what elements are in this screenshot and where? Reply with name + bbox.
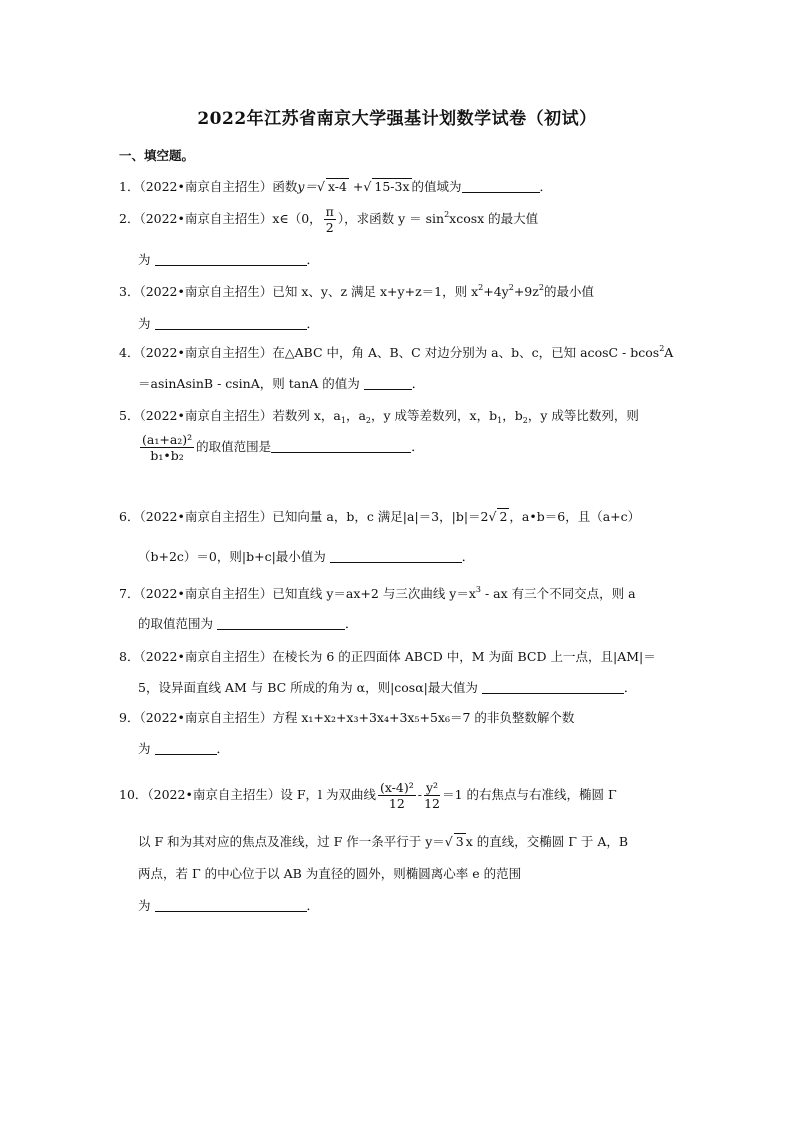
q10-text-c3: 两点，若 Γ 的中心位于以 AB 为直径的圆外，则椭圆离心率 e 的范围: [138, 866, 522, 881]
answer-blank: [330, 550, 462, 563]
q1-source: （2022•南京自主招生）: [139, 179, 273, 194]
q10-frac2-den: 12: [424, 796, 440, 811]
q1-radicand-1: x-4: [327, 179, 347, 194]
q10-text-c2b: x 的直线，交椭圆 Γ 于 A，B: [465, 834, 629, 849]
answer-blank: [217, 617, 345, 630]
question-9-cont: [138, 739, 229, 757]
question-5: 5．（2022•南京自主招生）若数列 x，$a_1$，$a_2$，y 成等差数列，x，$b_1$，$b_2$，y 成等比数列，则: [119, 408, 639, 425]
q5-fraction-den: b₁•b₂: [150, 448, 184, 463]
q2-fraction: [324, 204, 336, 235]
q5-text-d: ，b: [502, 408, 523, 423]
question-10-cont-3: [138, 896, 319, 914]
answer-blank: [482, 681, 624, 694]
answer-blank: [155, 253, 307, 266]
question-4-cont: [138, 374, 424, 392]
q2-text-a: 2．（2022•南京自主招生）x∈（0，: [119, 211, 322, 226]
q1-radicand-2: 15-3x: [374, 179, 410, 194]
q10-frac1-num: (x-4)²: [379, 780, 414, 795]
q10-fraction-1: [378, 780, 416, 811]
q3-end: ．: [306, 316, 320, 331]
question-10-cont-2: [138, 864, 521, 882]
q9-end: ．: [216, 741, 230, 756]
answer-blank: [364, 377, 412, 390]
q9-text-a: 9．（2022•南京自主招生）方程 x₁+x₂+x₃+3x₄+3x₅+5x₆＝7 的非负整数解个数: [119, 710, 575, 725]
q1-text: 函数: [272, 179, 298, 194]
q5-text-b: ，a: [345, 408, 366, 423]
q5-text-c: ，y 成等差数列，x，b: [371, 408, 498, 423]
q3-text-a: 3．（2022•南京自主招生）已知 x、y、z 满足 x+y+z＝1，则 x: [119, 284, 479, 299]
q5-text-a: 5．（2022•南京自主招生）若数列 x，a: [119, 408, 341, 423]
q2-cont: 为: [138, 252, 151, 267]
q1-end: ．: [539, 179, 553, 194]
q5-text-f: 的取值范围是: [196, 439, 272, 454]
answer-blank: [155, 742, 217, 755]
q1-text-b: 的值域为: [411, 179, 462, 194]
q2-text-c: xcosx 的最大值: [449, 211, 539, 226]
section-heading: 一、填空题。: [119, 148, 195, 163]
question-2: 2．（2022•南京自主招生）x∈（0， $\frac{\pi}{2}$ ），求函数 $y = \sin^2xcosx$ 的最大值: [119, 204, 539, 235]
q6-cont: （b+2c）＝0，则|b+c|最小值为: [138, 549, 326, 564]
q6-radicand: 2: [499, 509, 508, 524]
q5-fraction: [140, 432, 194, 463]
answer-blank: [271, 440, 411, 453]
q7-cont: 的取值范围为: [138, 616, 214, 631]
q5-end: ．: [411, 439, 424, 454]
q7-text-a: 7．（2022•南京自主招生）已知直线 y＝ax+2 与三次曲线 y＝x: [119, 586, 476, 601]
q2-fraction-den: 2: [325, 220, 334, 235]
question-5-cont: [138, 432, 424, 463]
q10-text-b: ＝1 的右焦点与右准线，椭圆 Γ: [442, 787, 617, 802]
question-10: [119, 780, 617, 811]
question-1: 1．（2022•南京自主招生）函数y＝√ x-4 +√ 15-3x 的值域为 ．: [119, 179, 553, 194]
question-7: 7．（2022•南京自主招生）已知直线 y＝ax+2 与三次曲线 $y=x^3$ - ax 有三个不同交点，则 a: [119, 585, 636, 601]
answer-blank: [155, 317, 307, 330]
q5-text-e: ，y 成等比数列，则: [527, 408, 639, 423]
q7-text-b: - ax 有三个不同交点，则 a: [481, 586, 636, 601]
question-6-cont: [138, 547, 474, 565]
q5-fraction-num: (a₁+a₂)²: [142, 432, 193, 447]
q8-cont: 5，设异面直线 AM 与 BC 所成的角为 α，则|cosα|最大值为: [138, 680, 478, 695]
q1-number: 1．: [119, 179, 140, 194]
q9-cont: 为: [138, 741, 151, 756]
q6-end: ．: [461, 549, 475, 564]
answer-blank: [462, 180, 540, 193]
q1-function: y＝: [297, 179, 317, 194]
question-2-cont: [138, 250, 319, 268]
q10-radicand: 3: [455, 834, 464, 849]
question-4: 4．（2022•南京自主招生）在△ABC 中，角 A、B、C 对边分别为 a、b、c，已知 acosC - bcos$^2$A: [119, 344, 674, 360]
q3-text-d: 的最小值: [543, 284, 594, 299]
q2-end: ．: [306, 252, 320, 267]
q10-minus: -: [417, 787, 422, 802]
q4-end: ．: [411, 376, 425, 391]
q4-cont: ＝asinAsinB - csinA，则 tanA 的值为: [138, 376, 360, 391]
question-3-cont: [138, 314, 319, 332]
q10-text-c2a: 以 F 和为其对应的焦点及准线，过 F 作一条平行于 y＝: [138, 834, 445, 849]
question-9: [119, 708, 574, 726]
q3-text-c: +9z: [513, 284, 539, 299]
question-7-cont: [138, 614, 358, 632]
q1-plus: +: [348, 179, 364, 194]
answer-blank: [155, 899, 307, 912]
q6-text-a: 6．（2022•南京自主招生）已知向量 a，b，c 满足|a|＝3，|b|＝2: [119, 509, 489, 524]
q4-text-b: A: [664, 345, 674, 360]
page-title: 2022年江苏省南京大学强基计划数学试卷（初试）: [197, 109, 597, 129]
q2-fraction-num: π: [325, 204, 334, 219]
q6-text-c: ，a•b＝6，且（a+c）: [509, 509, 641, 524]
question-10-cont-1: 以 F 和为其对应的焦点及准线，过 F 作一条平行于 y＝√ 3 x 的直线，交椭圆 Γ 于 A，B: [138, 834, 629, 849]
question-8-cont: [138, 678, 636, 696]
q10-fraction-2: [424, 780, 440, 811]
q10-text-a: 10．（2022•南京自主招生）设 F，l 为双曲线: [119, 787, 376, 802]
q8-text-a: 8．（2022•南京自主招生）在棱长为 6 的正四面体 ABCD 中，M 为面 BCD 上一点，且|AM|＝: [119, 649, 656, 664]
q8-end: ．: [623, 680, 637, 695]
q3-text-b: +4y: [483, 284, 509, 299]
q3-cont: 为: [138, 316, 151, 331]
q7-end: ．: [345, 616, 358, 631]
q2-text-b: ），求函数 y ＝ sin: [337, 211, 445, 226]
q10-text-c4: 为: [138, 898, 151, 913]
question-3: 3．（2022•南京自主招生）已知 x、y、z 满足 x+y+z＝1，则 $x^2+4y^2+9z^2$的最小值: [119, 283, 594, 299]
question-6: 6．（2022•南京自主招生）已知向量 a，b，c 满足|a|＝3，|b|＝2√ 2 ，a•b＝6，且（a+c）: [119, 509, 641, 524]
question-8: [119, 647, 656, 665]
q10-frac1-den: 12: [388, 796, 405, 811]
q10-end: ．: [306, 898, 320, 913]
q4-text-a: 4．（2022•南京自主招生）在△ABC 中，角 A、B、C 对边分别为 a、b、c，已知 acosC - bcos: [119, 345, 660, 360]
q10-frac2-num: y²: [425, 780, 439, 795]
